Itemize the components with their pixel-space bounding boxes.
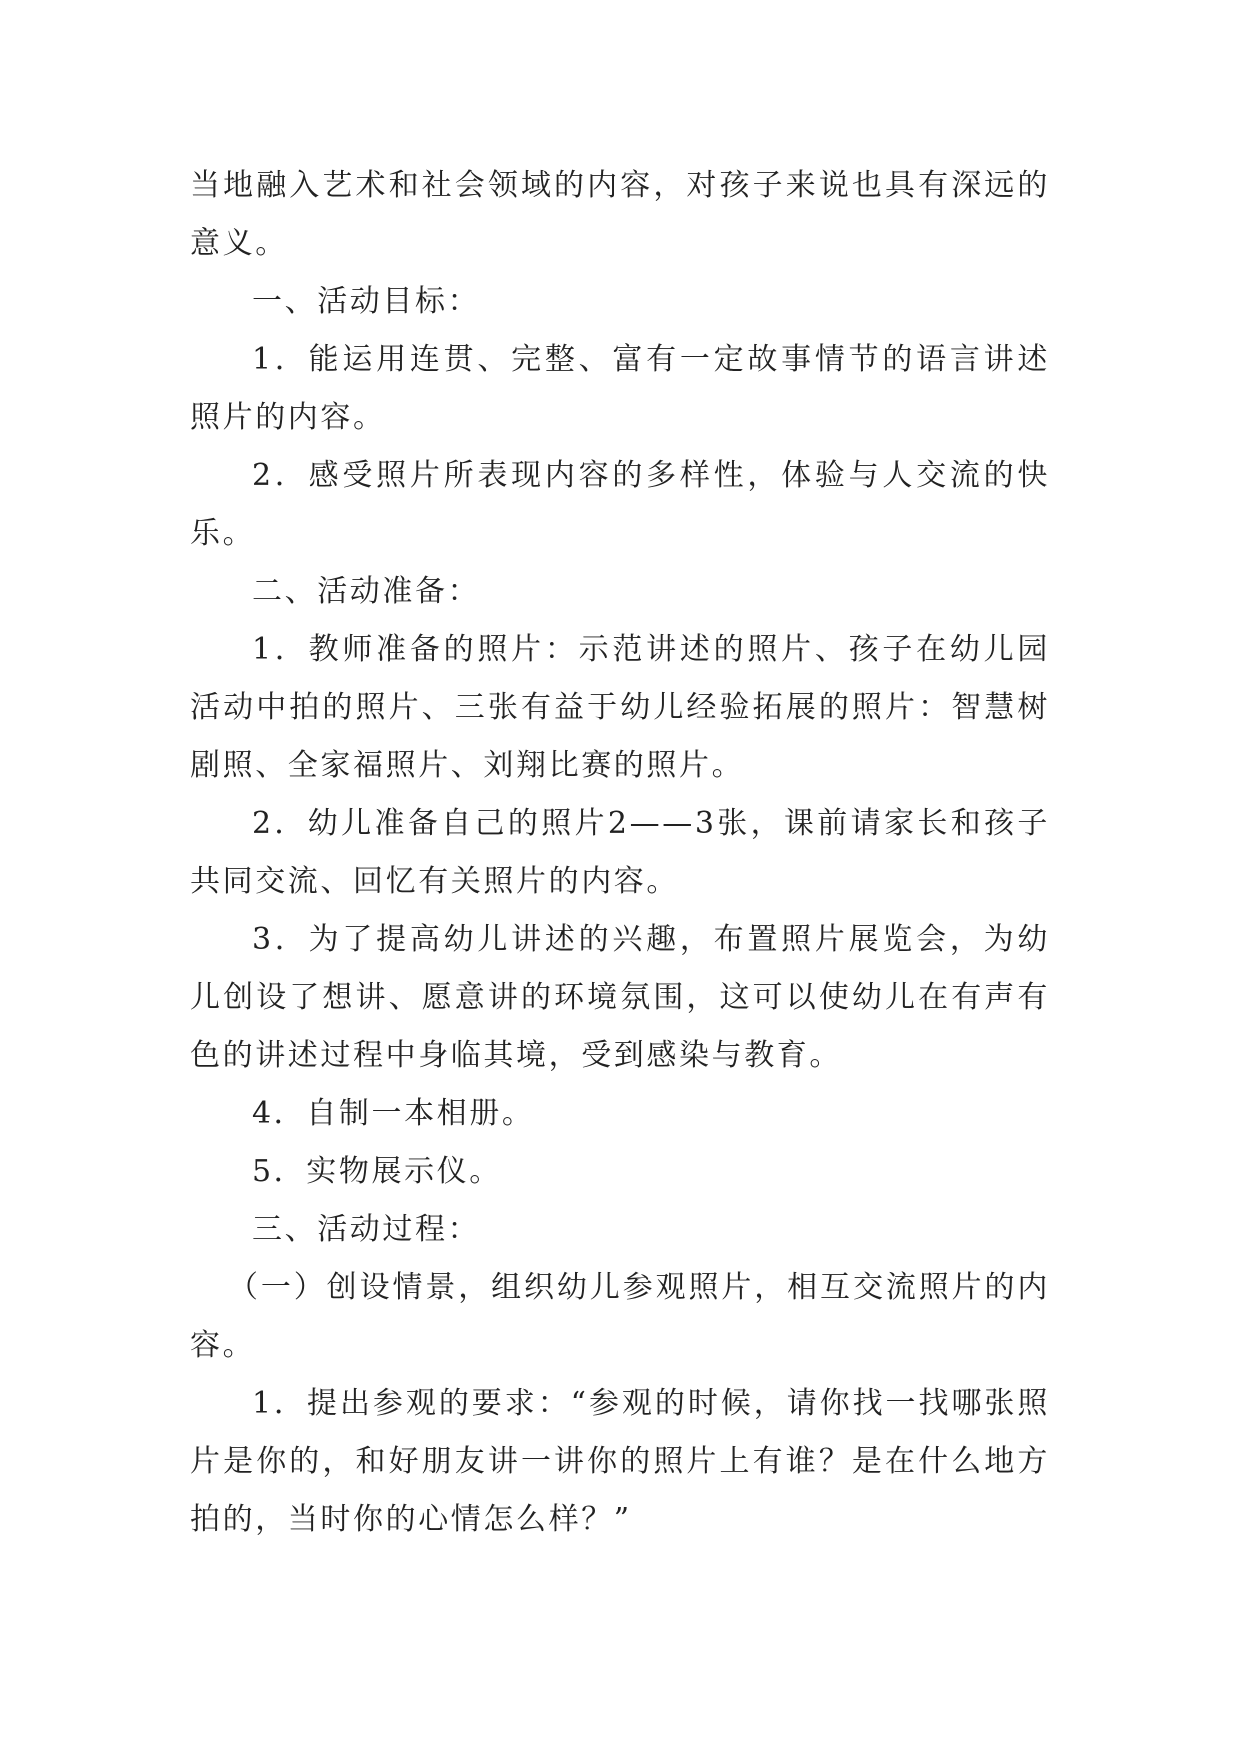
section-heading-preparation: 二、活动准备：	[252, 574, 481, 609]
paragraph-continuation: 当地融入艺术和社会领域的内容，对孩子来说也具有深远的意义。	[190, 168, 1050, 261]
process-subheading-1: （一）创设情景，组织幼儿参观照片，相互交流照片的内容。	[190, 1270, 1050, 1363]
preparation-item-4: 4．自制一本相册。	[252, 1096, 535, 1131]
goal-item-1: 1．能运用连贯、完整、富有一定故事情节的语言讲述照片的内容。	[190, 342, 1050, 435]
section-heading-process: 三、活动过程：	[252, 1212, 481, 1247]
preparation-item-1: 1．教师准备的照片：示范讲述的照片、孩子在幼儿园活动中拍的照片、三张有益于幼儿经验拓展的照片：智慧树剧照、全家福照片、刘翔比赛的照片。	[190, 632, 1050, 783]
goal-item-2: 2．感受照片所表现内容的多样性，体验与人交流的快乐。	[190, 458, 1050, 551]
preparation-item-5: 5．实物展示仪。	[252, 1154, 502, 1189]
section-heading-goals: 一、活动目标：	[252, 284, 481, 319]
document-body	[190, 157, 1050, 1549]
preparation-item-2: 2．幼儿准备自己的照片2——3张，课前请家长和孩子共同交流、回忆有关照片的内容。	[190, 806, 1050, 899]
preparation-item-3: 3．为了提高幼儿讲述的兴趣，布置照片展览会，为幼儿创设了想讲、愿意讲的环境氛围，这可以使幼儿在有声有色的讲述过程中身临其境，受到感染与教育。	[190, 922, 1050, 1073]
process-item-1: 1．提出参观的要求：“参观的时候，请你找一找哪张照片是你的，和好朋友讲一讲你的照片上有谁？是在什么地方拍的，当时你的心情怎么样？”	[190, 1386, 1050, 1537]
